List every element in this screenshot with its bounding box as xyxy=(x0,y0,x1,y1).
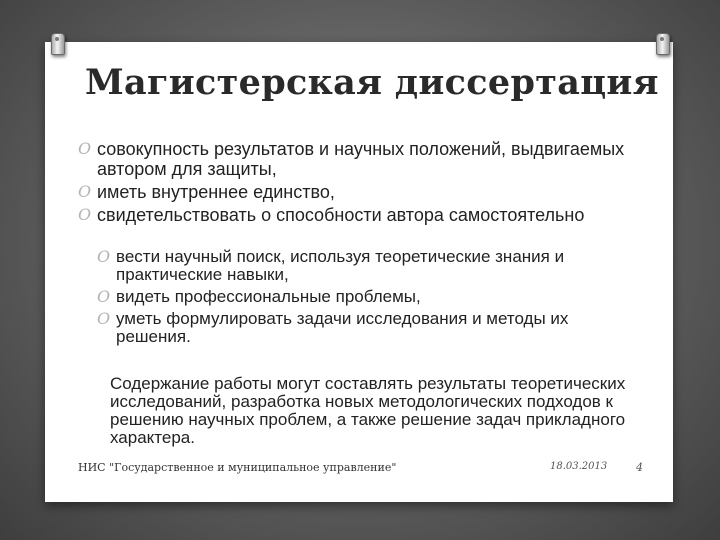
main-bullet-list xyxy=(78,139,658,228)
list-item xyxy=(97,310,647,346)
list-item-text: совокупность результатов и научных положений, выдвигаемых автором для защиты, xyxy=(97,139,625,179)
footer-date: 18.03.2013 xyxy=(550,461,608,472)
pin-icon xyxy=(656,33,670,55)
sub-bullet-list xyxy=(97,248,647,350)
footer-organization: НИС "Государственное и муниципальное управление" xyxy=(78,461,397,474)
list-item xyxy=(97,248,647,284)
list-item-text: видеть профессиональные проблемы, xyxy=(116,287,421,306)
list-item-text: уметь формулировать задачи исследования и методы их решения. xyxy=(116,309,569,346)
pin-icon xyxy=(51,33,65,55)
list-item-text: вести научный поиск, используя теоретические знания и практические навыки, xyxy=(116,247,565,284)
footer-page-number: 4 xyxy=(636,461,643,474)
slide-title: Магистерская диссертация xyxy=(85,62,659,103)
list-item xyxy=(78,205,658,225)
list-item xyxy=(78,139,658,179)
bullet-icon: O xyxy=(97,309,111,328)
bullet-icon: O xyxy=(97,247,111,266)
list-item-text: свидетельствовать о способности автора самостоятельно xyxy=(97,205,585,225)
content-paragraph: Содержание работы могут составлять результаты теоретических исследований, разработка новых методологических подходов к решению научных проблем, а также решение задач прикладного характера. xyxy=(110,374,626,447)
bullet-icon: O xyxy=(78,182,92,201)
bullet-icon: O xyxy=(97,287,111,306)
bullet-icon: O xyxy=(78,139,92,158)
list-item xyxy=(78,182,658,202)
bullet-icon: O xyxy=(78,205,92,224)
list-item-text: иметь внутреннее единство, xyxy=(97,182,335,202)
list-item xyxy=(97,288,647,306)
